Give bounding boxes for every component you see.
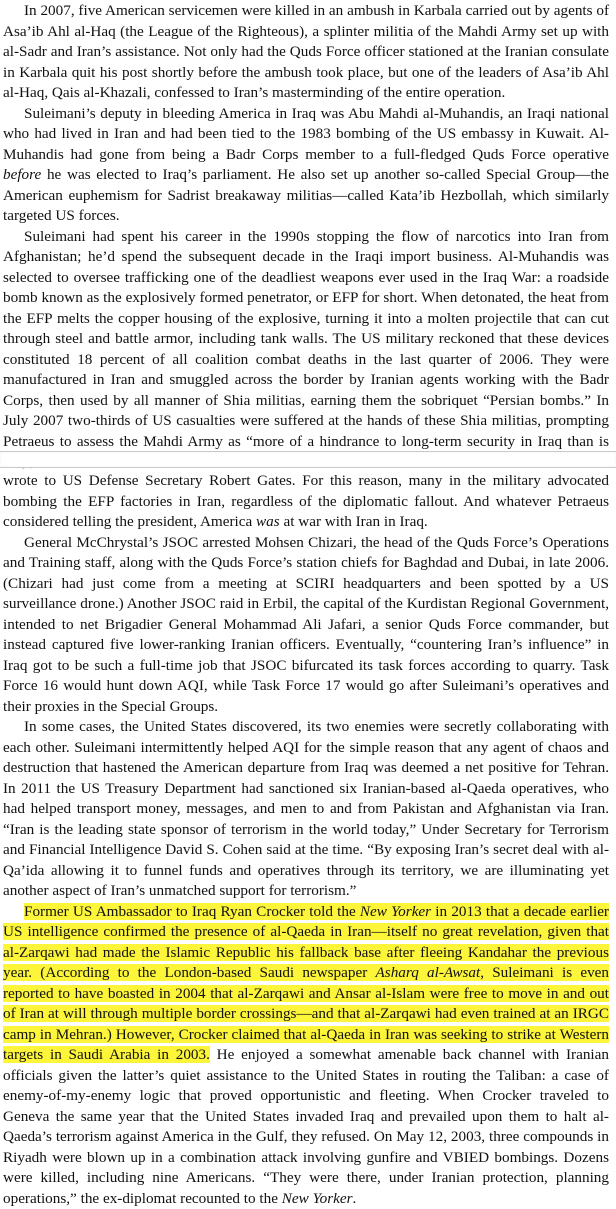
paragraph-jsoc: General McChrystal’s JSOC arrested Mohsen Chizari, the head of the Quds Force’s Operations and Training staff, along with the Quds Force’s station chiefs for Baghdad and Dubai, in late 2006. (Chizari had just come from a meeting at SCIRI headquarters and been spotted by a US surveillance drone.) Another JSOC raid in Erbil, the capital of the Kurdistan Regional Government, intended to net Brigadier General Mohammad Ali Jafari, a senior Quds Force commander, but instead captured five lower-ranking Iranian officers. Eventually, “countering Iran’s influence” in Iraq got to be such a full-time job that JSOC bifurcated its task forces according to quarry. Task Force 16 would hunt down AQI, while Task Force 17 would go after Suleimani’s operatives and their proxies in the Special Groups. <box>3 533 609 718</box>
italic-text: was <box>256 513 280 530</box>
paragraph-gates-letter <box>3 471 609 533</box>
text-run: He enjoyed a somewhat amenable back channel with Iranian officials given the latter’s quiet assistance to the United States in routing the Taliban: a case of enemy-of-my-enemy logic that proved opportunistic and fleeting. When Crocker traveled to Geneva the same year that the United States invaded Iraq and prevailed upon them to halt al-Qaeda’s terrorism against America in the Gulf, they refused. On May 12, 2003, three compounds in Riyadh were blown up in a combination attack involving gunfire and VBIED bombings. Dozens were killed, including nine Americans. “They were there, under Iranian protection, planning operations,” the ex-diplomat recounted to the <box>3 1046 609 1207</box>
text-run: wrote to US Defense Secretary Robert Gates. For this reason, many in the military advocated bombing the EFP factories in Iran, regardless of the diplomatic fallout. And whatever Petraeus considered telling the president, America <box>3 472 609 530</box>
paragraph-collaboration: In some cases, the United States discovered, its two enemies were secretly collaborating with each other. Suleimani intermittently helped AQI for the simple reason that any agent of chaos and destruction that hastened the American departure from Iraq was deemed a net positive for Tehran. In 2011 the US Treasury Department had sanctioned six Iranian-based al-Qaeda operatives, who had helped transport money, messages, and men to and from Pakistan and Afghanistan via Iran. “Iran is the leading state sponsor of terrorism in the world today,” Under Secretary for Terrorism and Financial Intelligence David S. Cohen said at the time. “By exposing Iran’s secret deal with al-Qa’ida allowing it to funnel funds and operatives through its territory, we are illuminating yet another aspect of Iran’s unmatched support for terrorism.” <box>3 717 609 902</box>
italic-text: New Yorker <box>360 903 431 920</box>
paragraph-crocker <box>3 902 609 1209</box>
paragraph-al-muhandis <box>3 104 609 227</box>
text-run: at war with Iran in Iraq. <box>280 513 428 530</box>
italic-text: Asharq al-Awsat <box>376 964 481 981</box>
text-run: . <box>353 1190 357 1207</box>
text-block-bottom <box>3 471 609 1209</box>
text-run: he was elected to Iraq’s parliament. He also set up another so-called Special Group—the American euphemism for Sadrist breakaway militias—called Kata’ib Hezbollah, which similarly targeted US forces. <box>3 166 609 224</box>
page-break-divider <box>0 451 616 468</box>
highlighted-text <box>3 903 609 1064</box>
italic-text: New Yorker <box>282 1190 353 1207</box>
text-run: Former US Ambassador to Iraq Ryan Crocker told the <box>24 903 360 920</box>
text-run: , Suleimani is even reported to have boasted in 2004 that al-Zarqawi and Ansar al-Islam were free to move in and out of Iran at will through multiple border crossings—and that al-Zarqawi had even trained at an IRGC camp in Mehran.) However, Crocker claimed that al-Qaeda in Iran was seeking to strike at Western targets in Saudi Arabia in 2003. <box>3 964 609 1063</box>
paragraph-karbala-ambush: In 2007, five American servicemen were killed in an ambush in Karbala carried out by agents of Asa’ib Ahl al-Haq (the League of the Righteous), a splinter militia of the Mahdi Army set up with al-Sadr and Iran’s assistance. Not only had the Quds Force officer stationed at the Iranian consulate in Karbala quit his post shortly before the ambush took place, but one of the leaders of Asa’ib Ahl al-Haq, Qais al-Khazali, confessed to Iran’s masterminding of the entire operation. <box>3 1 609 104</box>
italic-text: before <box>3 166 41 183</box>
text-block-top <box>3 1 609 473</box>
paragraph-efp: Suleimani had spent his career in the 1990s stopping the flow of narcotics into Iran from Afghanistan; he’d spend the subsequent decade in the Iraqi import business. Al-Muhandis was selected to oversee trafficking one of the deadliest weapons ever used in the Iraq War: a roadside bomb known as the explosively formed penetrator, or EFP for short. When detonated, the heat from the EFP melts the copper housing of the explosive, turning it into a molten projectile that can cut through steel and battle armor, including tank walls. The US military reckoned that these devices constituted 18 percent of all coalition combat deaths in the last quarter of 2006. They were manufactured in Iran and smuggled across the border by Iranian agents working with the Badr Corps, then used by all manner of Shia militias, earning them the sobriquet “Persian bombs.” In July 2007 two-thirds of US casualties were suffered at the hands of these Shia militias, prompting Petraeus to assess the Mahdi Army as “more of a hindrance to long-term security in Iraq than is <box>3 227 609 473</box>
text-run: Suleimani’s deputy in bleeding America in Iraq was Abu Mahdi al-Muhandis, an Iraqi national who had lived in Iran and had been tied to the 1983 bombing of the US embassy in Kuwait. Al-Muhandis had gone from being a Badr Corps member to a full-fledged Quds Force operative <box>3 105 609 163</box>
text-run: in 2013 that a decade earlier US intelligence confirmed the presence of al-Qaeda in Iran—itself no great revelation, given that al-Zarqawi had made the Islamic Republic his fallback base after fleeing Kandahar the previous year. (According to the London-based Saudi newspaper <box>3 903 609 982</box>
